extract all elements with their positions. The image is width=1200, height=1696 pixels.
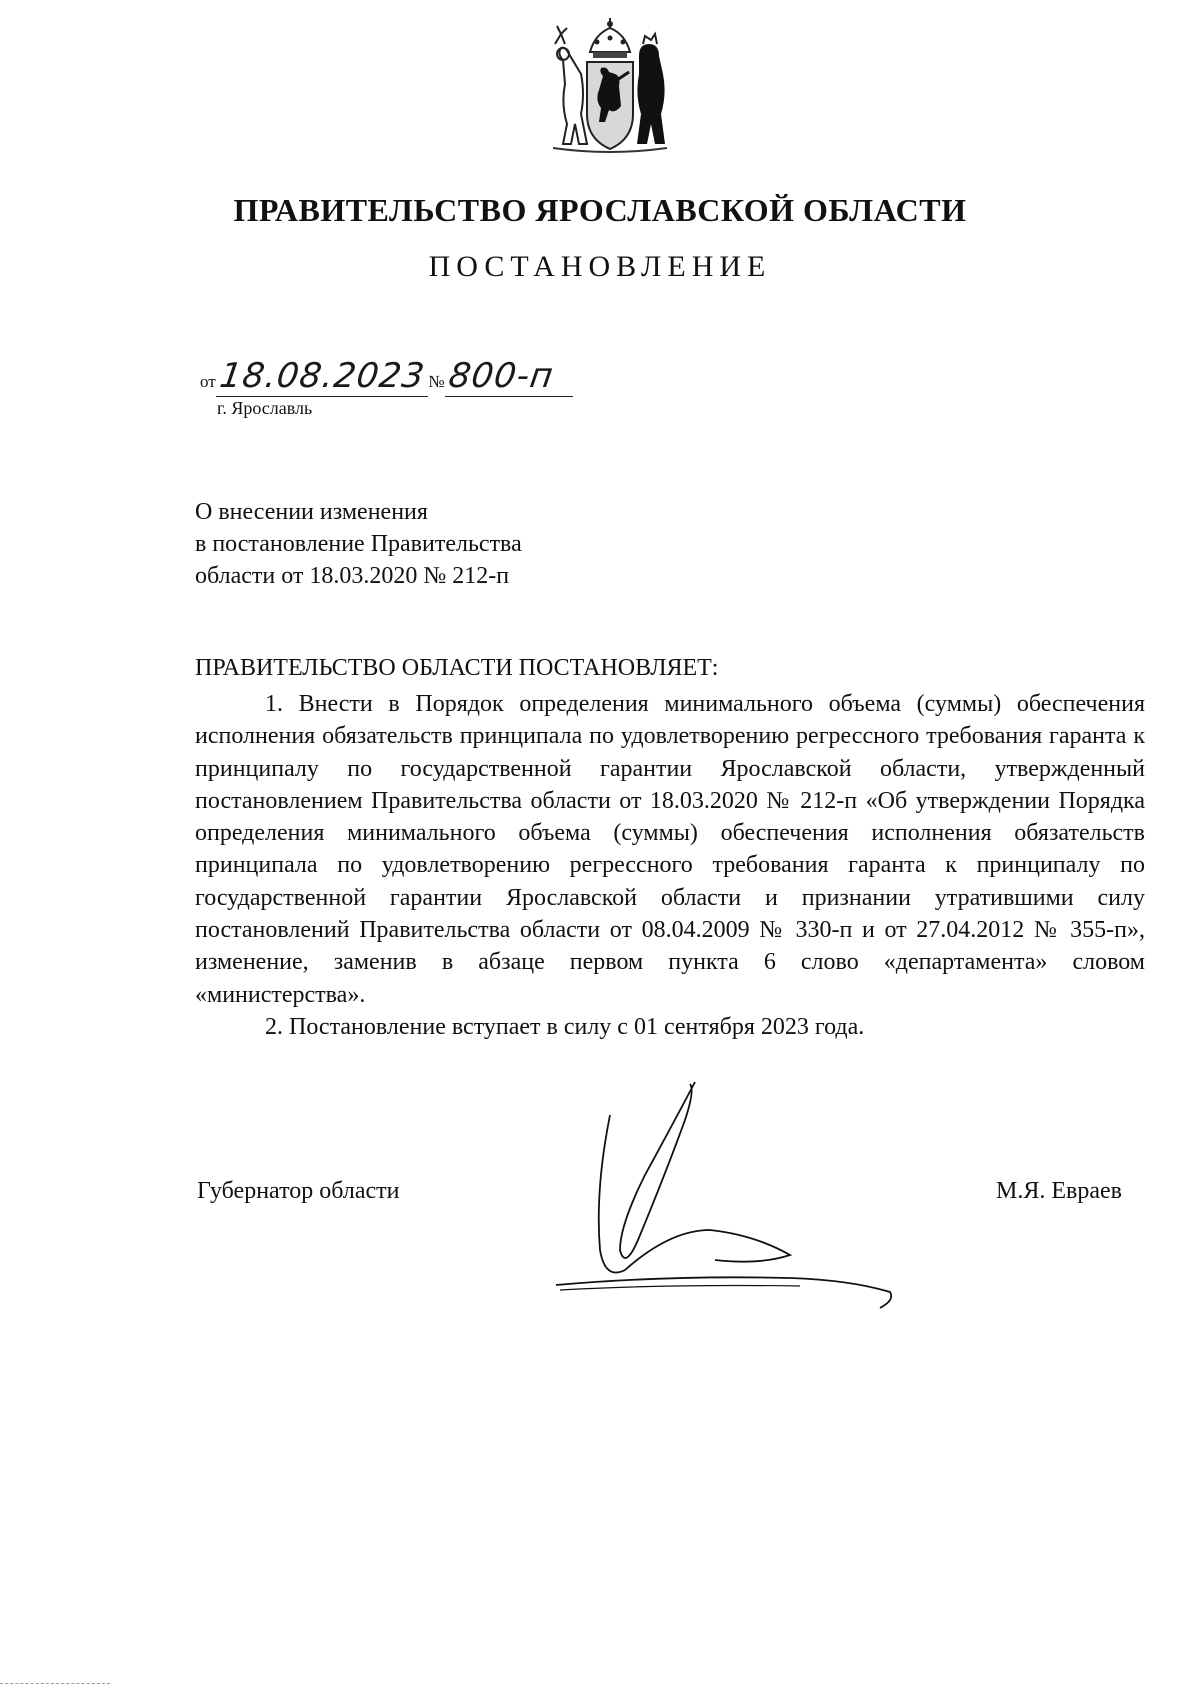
government-title: ПРАВИТЕЛЬСТВО ЯРОСЛАВСКОЙ ОБЛАСТИ [233,192,967,228]
scan-edge-artifact [0,1682,110,1684]
subject-line: О внесении изменения [195,499,428,525]
resolution-paragraph-1: 1. Внести в Порядок определения минимального объема (суммы) обеспечения исполнения обязательств принципала по удовлетворению регрессного требования гаранта к принципалу по государственной гарантии Ярославской области, утвержденный постановлением Правительства области от 18.03.2020 № 212-п «Об утверждении Порядка определения минимального объема (суммы) обеспечения исполнения обязательств принципала по удовлетворению регрессного требования гаранта к принципалу по государственной гарантии Ярославской области и признании утратившими силу постановлений Правительства области от 08.04.2009 № 330-п и от 27.04.2012 № 355-п», изменение, заменив в абзаце первом пункта 6 слово «департамента» словом «министерства». [195,691,1145,1008]
subject-line: области от 18.03.2020 № 212-п [195,563,510,589]
subject-line: в постановление Правительства [195,531,522,557]
handwritten-signature [550,1080,920,1320]
registration-number: 800-п [445,356,556,396]
signatory-role: Губернатор области [197,1178,400,1204]
city-label: г. Ярославль [217,398,313,418]
document-type: ПОСТАНОВЛЕНИЕ [428,250,772,283]
yaroslavl-coat-of-arms-icon [535,14,685,164]
resolution-body [195,688,1145,1043]
number-sign: № [428,372,445,391]
registration-line [200,356,573,397]
resolution-paragraph-2: 2. Постановление вступает в силу с 01 сентября 2023 года. [265,1013,865,1040]
document-subject [195,496,522,592]
date-prefix: от [200,372,216,391]
signatory-name: М.Я. Евраев [996,1178,1122,1204]
resolution-heading: ПРАВИТЕЛЬСТВО ОБЛАСТИ ПОСТАНОВЛЯЕТ: [195,655,719,681]
registration-date: 18.08.2023 [216,356,428,396]
